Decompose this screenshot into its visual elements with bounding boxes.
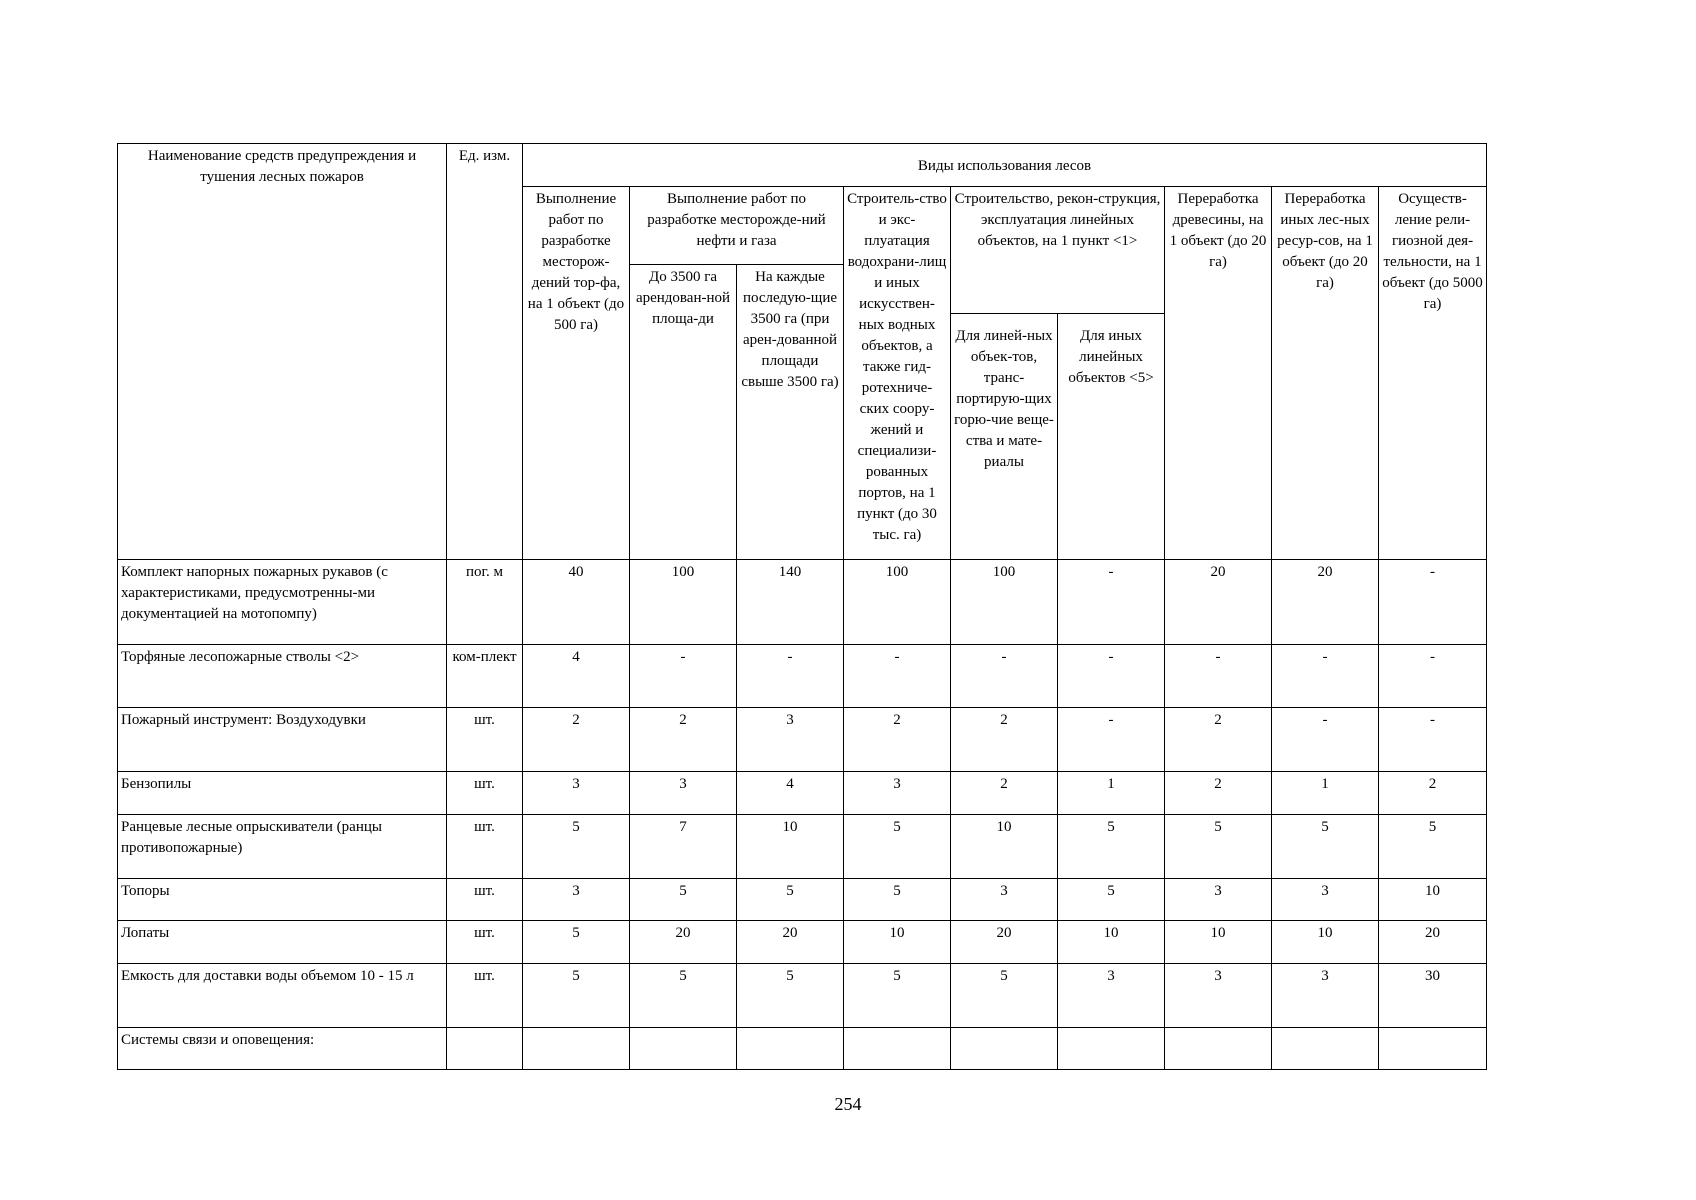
cell: 2	[844, 708, 951, 772]
cell: 5	[737, 879, 844, 921]
row-name: Ранцевые лесные опрыскиватели (ранцы противопожарные)	[118, 815, 447, 879]
cell: 3	[844, 772, 951, 815]
cell: 5	[630, 879, 737, 921]
cell: 2	[523, 708, 630, 772]
table-row	[118, 560, 1487, 645]
cell: 10	[951, 815, 1058, 879]
header-linear-other: Для иных линейных объектов <5>	[1058, 314, 1165, 560]
cell	[1058, 1028, 1165, 1070]
cell: 3	[1165, 879, 1272, 921]
row-name: Пожарный инструмент: Воздуходувки	[118, 708, 447, 772]
cell: 20	[630, 921, 737, 964]
cell: 10	[1272, 921, 1379, 964]
cell: -	[1272, 708, 1379, 772]
cell: 5	[630, 964, 737, 1028]
row-name: Бензопилы	[118, 772, 447, 815]
cell: 2	[951, 772, 1058, 815]
row-unit: шт.	[447, 708, 523, 772]
row-name: Комплект напорных пожарных рукавов (с характеристиками, предусмотренны-ми документацией на мотопомпу)	[118, 560, 447, 645]
cell: 40	[523, 560, 630, 645]
cell: 2	[951, 708, 1058, 772]
table-row	[118, 964, 1487, 1028]
cell	[844, 1028, 951, 1070]
cell: 3	[951, 879, 1058, 921]
cell: -	[1272, 645, 1379, 708]
cell: 100	[844, 560, 951, 645]
row-name: Емкость для доставки воды объемом 10 - 15 л	[118, 964, 447, 1028]
cell: 5	[1379, 815, 1487, 879]
cell: 4	[737, 772, 844, 815]
fire-equipment-table	[117, 143, 1487, 1070]
header-linear-flammable: Для линей-ных объек-тов, транс-портирую-щих горю-чие веще-ства и мате-риалы	[951, 314, 1058, 560]
cell: 5	[844, 964, 951, 1028]
cell: 10	[844, 921, 951, 964]
cell: 20	[951, 921, 1058, 964]
cell: 2	[1165, 708, 1272, 772]
cell	[951, 1028, 1058, 1070]
cell: 7	[630, 815, 737, 879]
cell: 10	[737, 815, 844, 879]
cell: 5	[523, 964, 630, 1028]
cell: -	[1379, 560, 1487, 645]
cell: 100	[951, 560, 1058, 645]
cell: 10	[1379, 879, 1487, 921]
row-name: Топоры	[118, 879, 447, 921]
cell: 1	[1272, 772, 1379, 815]
cell: 2	[1165, 772, 1272, 815]
row-unit: ком-плект	[447, 645, 523, 708]
cell: 3	[1272, 964, 1379, 1028]
cell: 140	[737, 560, 844, 645]
cell: -	[1058, 560, 1165, 645]
row-unit: пог. м	[447, 560, 523, 645]
table-row	[118, 645, 1487, 708]
cell: 10	[1165, 921, 1272, 964]
header-oil-gas: Выполнение работ по разработке месторожде-ний нефти и газа	[630, 187, 844, 265]
cell: 30	[1379, 964, 1487, 1028]
cell: 5	[737, 964, 844, 1028]
cell: 5	[523, 921, 630, 964]
header-wood-processing: Переработка древесины, на 1 объект (до 20 га)	[1165, 187, 1272, 560]
cell: -	[844, 645, 951, 708]
cell: -	[1058, 645, 1165, 708]
cell: 2	[630, 708, 737, 772]
table-row	[118, 708, 1487, 772]
cell	[1165, 1028, 1272, 1070]
cell: 5	[1272, 815, 1379, 879]
cell: 5	[523, 815, 630, 879]
cell: 2	[1379, 772, 1487, 815]
cell: 5	[951, 964, 1058, 1028]
cell: -	[1379, 708, 1487, 772]
cell: -	[737, 645, 844, 708]
cell: 5	[844, 879, 951, 921]
header-oil-gas-b: На каждые последую-щие 3500 га (при арен-дованной площади свыше 3500 га)	[737, 265, 844, 560]
table-row	[118, 1028, 1487, 1070]
header-linear-objects: Строительство, рекон-струкция, эксплуатация линейных объектов, на 1 пункт <1>	[951, 187, 1165, 314]
header-peat: Выполнение работ по разработке месторож-дений тор-фа, на 1 объект (до 500 га)	[523, 187, 630, 560]
table-row	[118, 879, 1487, 921]
cell	[1272, 1028, 1379, 1070]
cell: -	[951, 645, 1058, 708]
cell	[523, 1028, 630, 1070]
cell	[737, 1028, 844, 1070]
row-name: Лопаты	[118, 921, 447, 964]
page-number: 254	[834, 1094, 862, 1114]
cell: 5	[844, 815, 951, 879]
cell: 3	[523, 879, 630, 921]
cell: -	[1058, 708, 1165, 772]
header-oil-gas-a: До 3500 га арендован-ной площа-ди	[630, 265, 737, 560]
row-unit: шт.	[447, 964, 523, 1028]
cell	[1379, 1028, 1487, 1070]
row-unit: шт.	[447, 815, 523, 879]
table-row	[118, 815, 1487, 879]
row-unit: шт.	[447, 921, 523, 964]
cell: 20	[1272, 560, 1379, 645]
cell: 3	[1058, 964, 1165, 1028]
header-other-resources: Переработка иных лес-ных ресур-сов, на 1 объект (до 20 га)	[1272, 187, 1379, 560]
cell: 3	[523, 772, 630, 815]
cell: 20	[737, 921, 844, 964]
cell: -	[1379, 645, 1487, 708]
cell: 3	[630, 772, 737, 815]
cell: 5	[1165, 815, 1272, 879]
header-religious: Осуществ-ление рели-гиозной дея-тельности, на 1 объект (до 5000 га)	[1379, 187, 1487, 560]
cell: 3	[1272, 879, 1379, 921]
row-unit	[447, 1028, 523, 1070]
row-name: Системы связи и оповещения:	[118, 1028, 447, 1070]
header-usage-group: Виды использования лесов	[523, 144, 1487, 187]
header-water-objects: Строитель-ство и экс-плуатация водохрани-лищ и иных искусствен-ных водных объектов, а также гид-ротехниче-ских соору-жений и специализи-рованных портов, на 1 пункт (до 30 тыс. га)	[844, 187, 951, 560]
row-name: Торфяные лесопожарные стволы <2>	[118, 645, 447, 708]
header-name-column: Наименование средств предупреждения и тушения лесных пожаров	[118, 144, 447, 560]
cell: -	[1165, 645, 1272, 708]
cell: 3	[1165, 964, 1272, 1028]
header-unit-column: Ед. изм.	[447, 144, 523, 560]
cell	[630, 1028, 737, 1070]
cell: 10	[1058, 921, 1165, 964]
cell: 4	[523, 645, 630, 708]
table-row	[118, 772, 1487, 815]
cell: 3	[737, 708, 844, 772]
cell: 1	[1058, 772, 1165, 815]
cell: 20	[1379, 921, 1487, 964]
cell: 20	[1165, 560, 1272, 645]
cell: 5	[1058, 879, 1165, 921]
cell: -	[630, 645, 737, 708]
cell: 100	[630, 560, 737, 645]
table-row	[118, 921, 1487, 964]
cell: 5	[1058, 815, 1165, 879]
row-unit: шт.	[447, 772, 523, 815]
row-unit: шт.	[447, 879, 523, 921]
